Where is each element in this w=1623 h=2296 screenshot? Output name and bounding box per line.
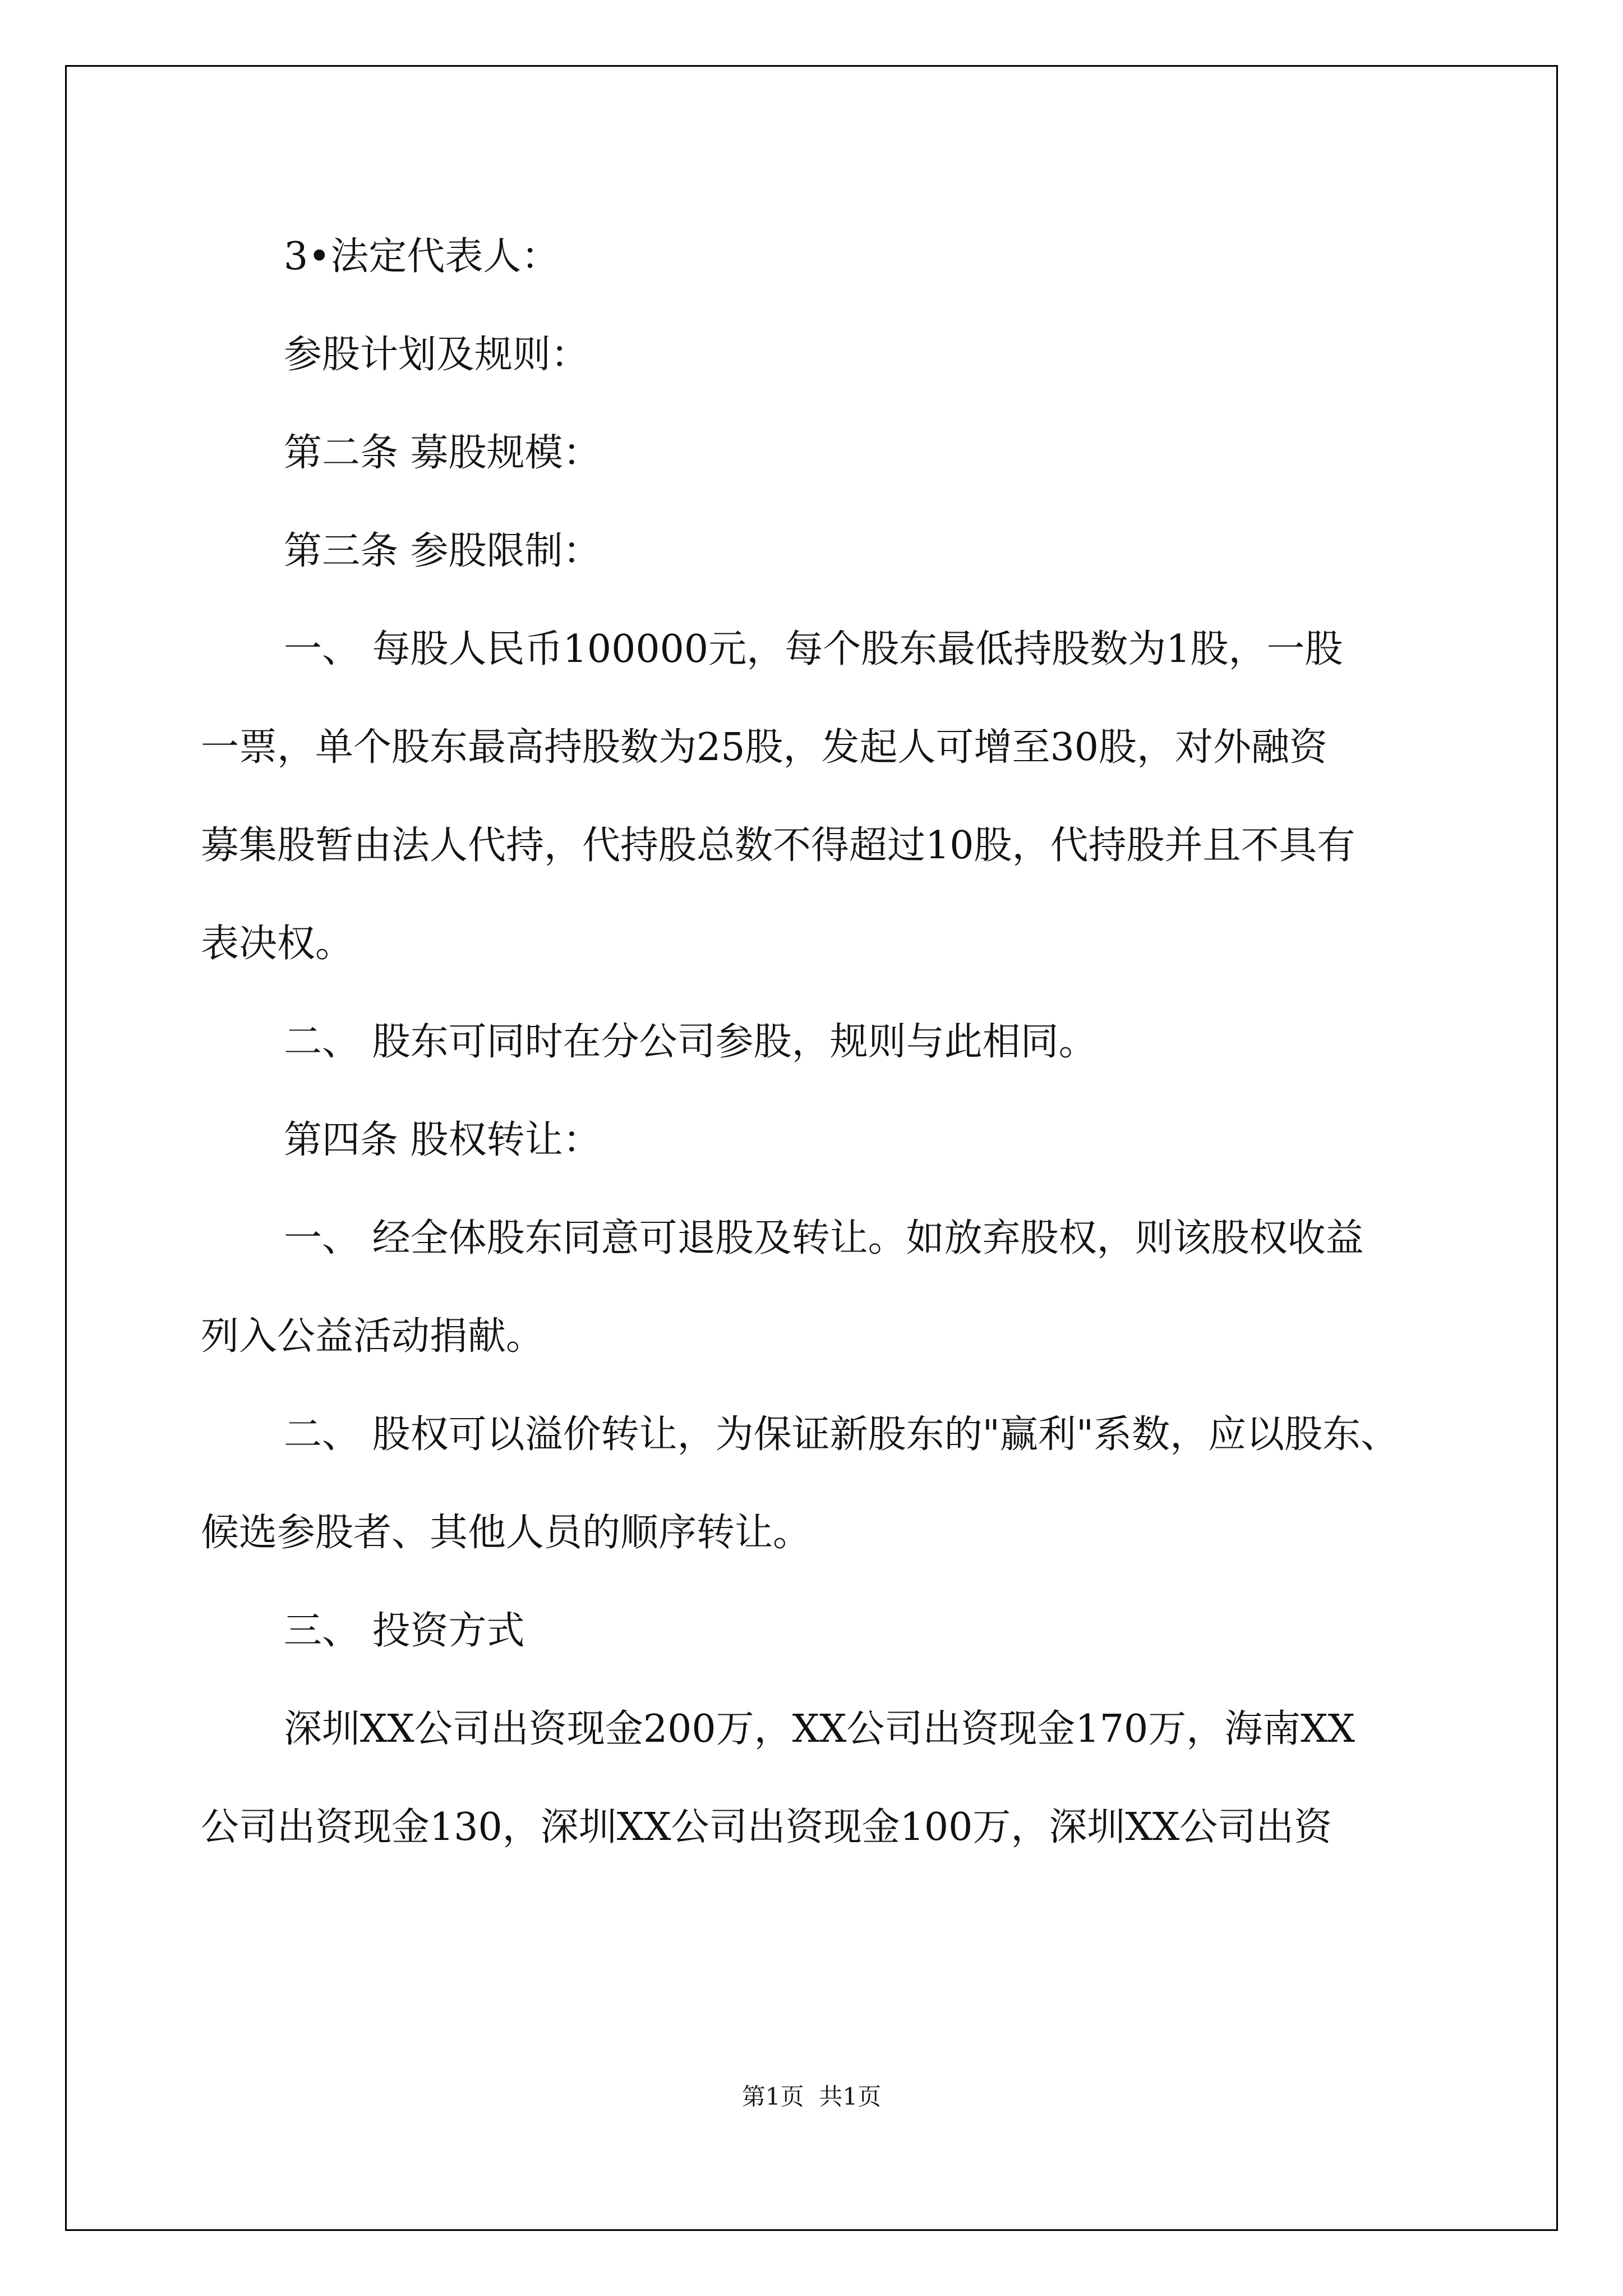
paragraph-line: 二、 股权可以溢价转让，为保证新股东的"赢利"系数，应以股东、 — [284, 1412, 1399, 1457]
paragraph-line: 参股计划及规则： — [284, 333, 589, 377]
paragraph-line: 第二条 募股规模： — [284, 431, 601, 475]
paragraph-line: 表决权。 — [201, 922, 354, 966]
paragraph-line: 三、 投资方式 — [284, 1609, 525, 1653]
page-number: 第1页 共1页 — [741, 2083, 882, 2110]
paragraph-line: 候选参股者、其他人员的顺序转让。 — [201, 1511, 811, 1555]
paragraph-line: 二、 股东可同时在分公司参股，规则与此相同。 — [284, 1020, 1097, 1064]
paragraph-line: 第三条 参股限制： — [284, 529, 601, 573]
paragraph-line: 列入公益活动捐献。 — [201, 1314, 545, 1359]
paragraph-line: 一票，单个股东最高持股数为25股，发起人可增至30股，对外融资 — [201, 725, 1328, 770]
paragraph-line: 一、 经全体股东同意可退股及转让。如放弃股权，则该股权收益 — [284, 1216, 1364, 1260]
paragraph-line: 募集股暂由法人代持，代持股总数不得超过10股，代持股并且不具有 — [201, 823, 1355, 868]
document-body — [201, 208, 1427, 1876]
paragraph-line: 深圳XX公司出资现金200万，XX公司出资现金170万，海南XX — [284, 1707, 1355, 1751]
paragraph-line: 一、 每股人民币100000元，每个股东最低持股数为1股，一股 — [284, 627, 1343, 671]
paragraph-line: 3•法定代表人： — [284, 234, 560, 279]
paragraph-line: 第四条 股权转让： — [284, 1118, 601, 1162]
paragraph-line: 公司出资现金130，深圳XX公司出资现金100万，深圳XX公司出资 — [201, 1805, 1332, 1849]
